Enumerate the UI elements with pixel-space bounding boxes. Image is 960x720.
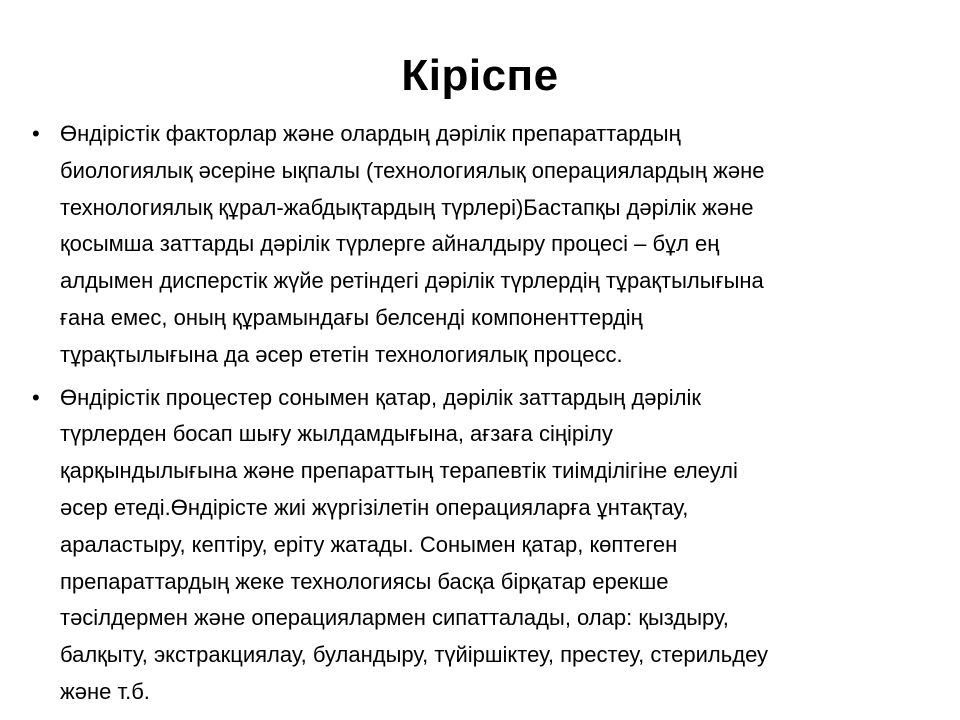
bullet-2-line-3: қарқындылығына және препараттың терапевтік тиімділігіне елеулі	[60, 458, 738, 484]
bullet-1-line-1: Өндірістік факторлар және олардың дәрілік препараттардың	[60, 121, 681, 146]
bullet-1-line-4: қосымша заттарды дәрілік түрлерге айналдыру процесі – бұл ең	[60, 231, 720, 257]
bullet-item-1	[30, 116, 942, 374]
bullet-1-line-7: тұрақтылығына да әсер ететін технологиялық процесс.	[60, 341, 623, 367]
bullet-2-line-8: балқыту, экстракциялау, буландыру, түйіршіктеу, престеу, стерильдеу	[60, 642, 769, 668]
bullet-2-line-1: Өндірістік процестер сонымен қатар, дәрілік заттардың дәрілік	[60, 384, 701, 410]
bullet-1-line-3: технологиялық құрал-жабдықтардың түрлері)Бастапқы дәрілік және	[60, 194, 754, 220]
bullet-marker-icon: •	[32, 384, 40, 410]
bullet-2-line-2: түрлерден босап шығу жылдамдығына, ағзаға сіңірілу	[60, 421, 613, 447]
bullet-item-2	[30, 380, 942, 711]
slide-body	[30, 116, 942, 717]
bullet-2-line-4: әсер етеді.Өндірісте жиі жүргізілетін операцияларға ұнтақтау,	[60, 494, 689, 520]
bullet-marker-icon: •	[32, 121, 40, 146]
bullet-2-line-7: тәсілдермен және операциялармен сипатталады, олар: қыздыру,	[60, 605, 729, 631]
slide-title: Кіріспе	[401, 51, 559, 100]
bullet-1-line-6: ғана емес, оның құрамындағы белсенді компоненттердің	[60, 304, 643, 330]
bullet-1-line-2: биологиялық әсеріне ықпалы (технологиялық операциялардың және	[60, 157, 765, 183]
bullet-2-line-5: араластыру, кептіру, еріту жатады. Сонымен қатар, көптеген	[60, 531, 678, 557]
bullet-2-line-6: препараттардың жеке технологиясы басқа бірқатар ерекше	[60, 568, 669, 594]
bullet-1-line-5: алдымен дисперстік жүйе ретіндегі дәрілік түрлердің тұрақтылығына	[60, 268, 764, 294]
bullet-2-line-9: және т.б.	[60, 678, 150, 704]
